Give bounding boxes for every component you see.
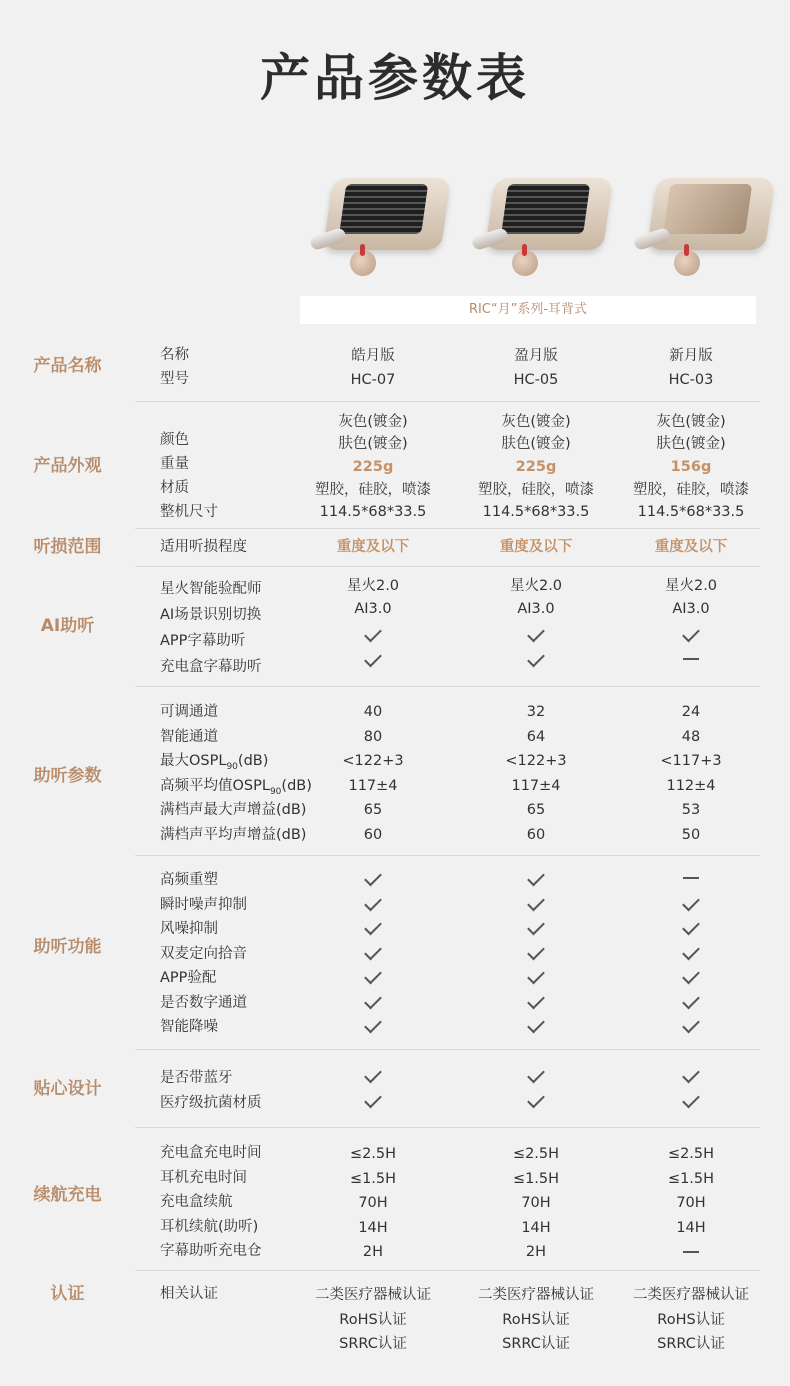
cell-mark xyxy=(456,1063,616,1087)
unit-suffix: (dB) xyxy=(281,777,312,794)
series-label: RIC“月”系列-耳背式 xyxy=(300,296,756,324)
table-cell: 重度及以下 xyxy=(336,539,410,555)
table-cell: 70H xyxy=(521,1195,551,1211)
cell-mark xyxy=(293,647,453,671)
table-cell: 肤色(镀金) xyxy=(501,436,571,452)
category-label: 贴心设计 xyxy=(33,1079,102,1099)
table-cell: 14H xyxy=(358,1219,388,1236)
row-label: 风噪抑制 xyxy=(160,921,218,937)
category-label: 续航充电 xyxy=(33,1185,102,1205)
table-cell: 塑胶，硅胶，喷漆 xyxy=(633,482,749,498)
cell-mark xyxy=(293,622,453,646)
subscript: 90 xyxy=(226,761,238,772)
table-cell: HC-05 xyxy=(513,372,559,388)
row-label: 适用听损程度 xyxy=(160,539,247,555)
check-icon xyxy=(364,991,382,1009)
category-label: 助听功能 xyxy=(33,937,102,957)
check-icon xyxy=(682,1016,700,1034)
cell-mark xyxy=(293,891,453,915)
row-label: 瞬时噪声抑制 xyxy=(160,896,247,913)
section-divider xyxy=(135,686,760,687)
table-cell: 70H xyxy=(676,1195,706,1211)
cell-mark xyxy=(293,866,453,890)
row-label: 充电盒字幕助听 xyxy=(160,659,262,675)
section-divider xyxy=(135,1127,760,1128)
cell-mark xyxy=(293,1088,453,1112)
table-cell: 二类医疗器械认证 xyxy=(315,1287,431,1303)
row-label: 星火智能验配师 xyxy=(160,581,262,597)
section-divider xyxy=(135,1049,760,1050)
table-cell: ≤1.5H xyxy=(512,1170,560,1187)
table-cell: 114.5*68*33.5 xyxy=(637,504,745,520)
table-cell: 皓月版 xyxy=(351,348,395,364)
table-cell: 星火2.0 xyxy=(509,578,563,594)
table-cell: 117±4 xyxy=(348,777,398,794)
table-cell: 65 xyxy=(526,802,546,818)
cell-mark xyxy=(611,964,771,988)
cell-mark xyxy=(456,915,616,939)
table-cell: AI3.0 xyxy=(517,601,555,617)
row-label: 是否带蓝牙 xyxy=(160,1070,233,1086)
check-icon xyxy=(527,918,545,936)
row-label: 型号 xyxy=(160,371,189,387)
check-icon xyxy=(364,650,382,668)
cell-mark xyxy=(293,940,453,964)
table-cell: AI3.0 xyxy=(672,601,710,617)
table-cell: <117+3 xyxy=(660,753,722,769)
table-cell: 二类医疗器械认证 xyxy=(478,1287,594,1303)
table-cell: 32 xyxy=(526,704,546,720)
cell-mark xyxy=(456,1088,616,1112)
cell-mark xyxy=(293,1063,453,1087)
dash-icon xyxy=(683,1251,699,1253)
check-icon xyxy=(527,1066,545,1084)
product-image-hc07 xyxy=(300,170,460,280)
category-label: 产品外观 xyxy=(33,456,102,476)
table-cell: 肤色(镀金) xyxy=(656,436,726,452)
cell-mark xyxy=(611,647,771,671)
product-image-hc03 xyxy=(624,170,784,280)
table-cell: 70H xyxy=(358,1195,388,1211)
check-icon xyxy=(527,1016,545,1034)
table-cell: 24 xyxy=(681,704,701,720)
row-label: 字幕助听充电仓 xyxy=(160,1243,262,1259)
cell-mark xyxy=(456,866,616,890)
table-cell: 灰色(镀金) xyxy=(338,414,408,430)
table-cell: 塑胶，硅胶，喷漆 xyxy=(315,482,431,498)
table-cell: HC-03 xyxy=(668,372,714,388)
cell-mark xyxy=(456,647,616,671)
table-cell: 114.5*68*33.5 xyxy=(482,504,590,520)
table-cell: 60 xyxy=(363,826,383,843)
cell-mark xyxy=(611,1013,771,1037)
row-label: AI场景识别切换 xyxy=(160,607,262,623)
row-label: 重量 xyxy=(160,456,189,472)
row-label: 相关认证 xyxy=(160,1286,218,1302)
category-label: 助听参数 xyxy=(33,766,102,786)
cell-mark xyxy=(456,891,616,915)
cell-mark xyxy=(456,964,616,988)
row-label: 颜色 xyxy=(160,432,189,448)
cell-mark xyxy=(456,1013,616,1037)
table-cell: 星火2.0 xyxy=(664,578,718,594)
table-cell: RoHS认证 xyxy=(657,1311,725,1328)
cell-mark xyxy=(456,622,616,646)
check-icon xyxy=(364,1016,382,1034)
check-icon xyxy=(364,942,382,960)
table-cell: 灰色(镀金) xyxy=(501,414,571,430)
table-cell: 肤色(镀金) xyxy=(338,436,408,452)
table-cell: RoHS认证 xyxy=(339,1311,407,1328)
table-cell: SRRC认证 xyxy=(502,1336,570,1352)
row-label: 可调通道 xyxy=(160,704,218,720)
check-icon xyxy=(682,991,700,1009)
section-divider xyxy=(135,1270,760,1271)
table-cell: 50 xyxy=(681,826,701,843)
row-label: 整机尺寸 xyxy=(160,504,218,520)
check-icon xyxy=(364,918,382,936)
check-icon xyxy=(364,1066,382,1084)
row-label: 双麦定向拾音 xyxy=(160,945,247,962)
table-cell: <122+3 xyxy=(342,753,404,769)
row-label: 充电盒充电时间 xyxy=(160,1145,262,1161)
table-cell: SRRC认证 xyxy=(657,1336,725,1352)
check-icon xyxy=(682,942,700,960)
subscript: 90 xyxy=(269,786,282,797)
table-cell: ≤2.5H xyxy=(349,1146,397,1162)
table-cell: 2H xyxy=(362,1244,384,1260)
table-cell: 40 xyxy=(363,704,383,720)
table-cell: 灰色(镀金) xyxy=(656,414,726,430)
category-label: AI助听 xyxy=(40,616,95,636)
table-cell: ≤2.5H xyxy=(512,1146,560,1162)
row-label: 名称 xyxy=(160,347,189,363)
row-label: 高频平均值$OSPL_{90}(dB)$ xyxy=(160,777,312,797)
table-cell: AI3.0 xyxy=(354,601,392,617)
cell-mark xyxy=(611,915,771,939)
table-cell: 112±4 xyxy=(666,777,716,794)
table-cell: 80 xyxy=(363,728,383,745)
check-icon xyxy=(364,1091,382,1109)
check-icon xyxy=(527,942,545,960)
check-icon xyxy=(527,1091,545,1109)
row-label: 耳机续航(助听) xyxy=(160,1218,259,1235)
row-label: 材质 xyxy=(160,480,189,496)
row-label: 医疗级抗菌材质 xyxy=(160,1095,262,1111)
cell-mark xyxy=(611,989,771,1013)
cell-mark xyxy=(611,866,771,890)
cell-mark xyxy=(611,1088,771,1112)
cell-mark xyxy=(456,940,616,964)
table-cell: 14H xyxy=(521,1219,551,1236)
check-icon xyxy=(527,967,545,985)
cell-mark xyxy=(611,891,771,915)
row-label: 满档声最大声增益(dB) xyxy=(160,802,307,818)
table-cell: 星火2.0 xyxy=(346,578,400,594)
check-icon xyxy=(364,967,382,985)
check-icon xyxy=(527,893,545,911)
table-cell: ≤1.5H xyxy=(349,1170,397,1187)
cell-mark xyxy=(293,1013,453,1037)
row-label: 智能降噪 xyxy=(160,1019,218,1035)
table-cell: 48 xyxy=(681,728,701,745)
cell-mark xyxy=(611,1063,771,1087)
product-image-hc05 xyxy=(462,170,622,280)
unit-suffix: (dB) xyxy=(237,753,269,769)
category-label: 认证 xyxy=(50,1284,85,1304)
table-cell: <122+3 xyxy=(505,753,567,769)
table-cell: 117±4 xyxy=(511,777,561,794)
dash-icon xyxy=(683,877,699,879)
cell-mark xyxy=(456,989,616,1013)
table-cell: ≤2.5H xyxy=(667,1146,715,1162)
table-cell: 二类医疗器械认证 xyxy=(633,1287,749,1303)
table-cell: 64 xyxy=(526,728,546,745)
check-icon xyxy=(364,869,382,887)
check-icon xyxy=(682,625,700,643)
cell-mark xyxy=(293,964,453,988)
check-icon xyxy=(682,1091,700,1109)
table-cell: 114.5*68*33.5 xyxy=(319,504,427,520)
table-cell: 塑胶，硅胶，喷漆 xyxy=(478,482,594,498)
check-icon xyxy=(682,893,700,911)
row-label: 满档声平均声增益(dB) xyxy=(160,826,307,843)
section-divider xyxy=(135,528,760,529)
row-label: 智能通道 xyxy=(160,728,218,745)
table-cell: 2H xyxy=(525,1244,547,1260)
check-icon xyxy=(527,625,545,643)
table-cell: 225g xyxy=(515,459,557,475)
table-cell: 60 xyxy=(526,826,546,843)
row-label: 最大$OSPL_{90}(dB)$ xyxy=(160,753,269,772)
row-label: APP字幕助听 xyxy=(160,633,246,649)
check-icon xyxy=(682,918,700,936)
category-label: 产品名称 xyxy=(33,356,102,376)
row-label: 是否数字通道 xyxy=(160,994,247,1011)
row-label: 充电盒续航 xyxy=(160,1194,233,1210)
table-cell: 重度及以下 xyxy=(499,539,573,555)
section-divider xyxy=(135,855,760,856)
table-cell: 65 xyxy=(363,802,383,818)
page-title: 产品参数表 xyxy=(260,49,530,107)
check-icon xyxy=(527,650,545,668)
cell-mark xyxy=(611,1240,771,1264)
section-divider xyxy=(135,566,760,567)
table-cell: 225g xyxy=(352,459,394,475)
check-icon xyxy=(527,869,545,887)
cell-mark xyxy=(293,989,453,1013)
table-cell: 新月版 xyxy=(669,348,713,364)
cell-mark xyxy=(293,915,453,939)
cell-mark xyxy=(611,940,771,964)
category-label: 听损范围 xyxy=(33,537,102,557)
table-cell: 156g xyxy=(670,459,712,475)
check-icon xyxy=(364,893,382,911)
row-label: APP验配 xyxy=(160,970,217,986)
table-cell: 14H xyxy=(676,1219,706,1236)
dash-icon xyxy=(683,658,699,660)
check-icon xyxy=(682,967,700,985)
table-cell: RoHS认证 xyxy=(502,1311,570,1328)
row-label: 高频重塑 xyxy=(160,872,218,888)
check-icon xyxy=(364,625,382,643)
row-label: 耳机充电时间 xyxy=(160,1169,247,1186)
table-cell: SRRC认证 xyxy=(339,1336,407,1352)
table-cell: ≤1.5H xyxy=(667,1170,715,1187)
table-cell: 53 xyxy=(681,802,701,818)
cell-mark xyxy=(611,622,771,646)
section-divider xyxy=(135,401,760,402)
table-cell: 盈月版 xyxy=(514,348,558,364)
check-icon xyxy=(527,991,545,1009)
table-cell: HC-07 xyxy=(350,372,396,388)
check-icon xyxy=(682,1066,700,1084)
table-cell: 重度及以下 xyxy=(654,539,728,555)
